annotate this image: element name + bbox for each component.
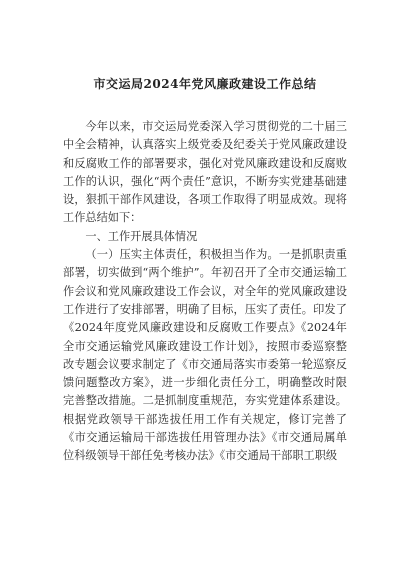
- intro-paragraph: 今年以来，市交运局党委深入学习贯彻党的二十届三中全会精神，认真落实上级党委及纪委关于党风廉政建设和反腐败工作的部署要求，强化对党风廉政建设和反腐败工作的认识，强化“两个责任”意识，不断夯实党建基础建设，狠抓干部作风建设，各项工作取得了明显成效。现将工作总结如下：: [63, 120, 347, 225]
- section-heading: 一、工作开展具体情况: [85, 229, 198, 243]
- document-title: 市交运局2024年党风廉政建设工作总结: [93, 77, 317, 91]
- document-body: [63, 118, 347, 466]
- body-paragraph: （一）压实主体责任，积极担当作为。一是抓职责重部署，切实做到“两个维护”。年初召开了全市交通运输工作会议和党风廉政建设工作会议，对全年的党风廉政建设工作进行了安排部署，明确了目标，压实了责任。印发了《2024年度党风廉政建设和反腐败工作要点》《2024年全市交通运输党风廉政建设工作计划》，按照市委巡察整改专题会议要求制定了《市交通局落实市委第一轮巡察反馈问题整改方案》，进一步细化责任分工，明确整改时限完善整改措施。二是抓制度重规范，夯实党建体系建设。根据党政领导干部选拔任用工作有关规定，修订完善了《市交通运输局干部选拔任用管理办法》《市交通局属单位科级领导干部任免考核办法》《市交通局干部职工职级: [63, 248, 347, 463]
